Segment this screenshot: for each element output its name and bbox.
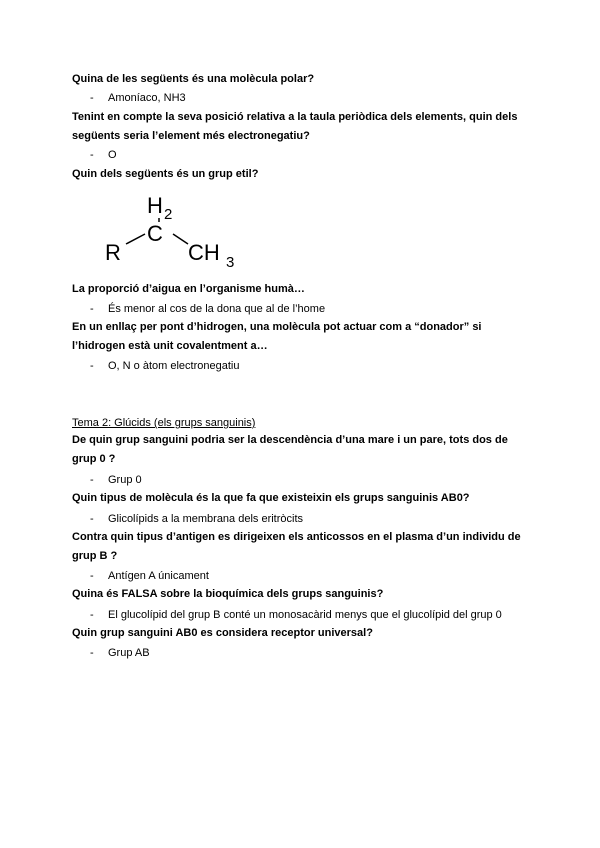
list-marker: - — [90, 570, 94, 582]
list-marker: - — [90, 609, 94, 621]
question-ethyl-group: Quin dels següents és un grup etil? — [72, 168, 259, 180]
list-marker: - — [90, 647, 94, 659]
question-electronegative-line2: següents seria l’element més electronegatiu? — [72, 130, 310, 142]
ethyl-group-structure — [100, 188, 260, 272]
answer-universal-receptor — [90, 646, 150, 660]
question-electronegative-line1: Tenint en compte la seva posició relativa a la taula periòdica dels elements, quin dels — [72, 111, 518, 123]
answer-text: O, N o àtom electronegatiu — [108, 360, 240, 372]
answer-electronegative — [90, 148, 117, 162]
question-antibodies-line2: grup B ? — [72, 550, 118, 562]
molecule-ch3-label: CH — [188, 240, 220, 265]
list-marker: - — [90, 149, 94, 161]
answer-text: Antígen A únicament — [108, 570, 209, 582]
answer-water-proportion — [90, 302, 325, 316]
list-marker: - — [90, 360, 94, 372]
molecule-c-label: C — [147, 221, 163, 246]
answer-text: Glicolípids a la membrana dels eritròcits — [108, 513, 304, 525]
answer-text: Grup AB — [108, 647, 150, 659]
question-hydrogen-bond-line1: En un enllaç per pont d’hidrogen, una molècula pot actuar com a “donador” si — [72, 321, 482, 333]
molecule-r-label: R — [105, 240, 121, 265]
bond-r-c — [126, 234, 145, 244]
list-marker: - — [90, 303, 94, 315]
molecule-h2-label: H — [147, 193, 163, 218]
question-offspring-line1: De quin grup sanguini podria ser la descendència d’una mare i un pare, tots dos de — [72, 434, 508, 446]
question-universal-receptor: Quin grup sanguini AB0 es considera receptor universal? — [72, 627, 373, 639]
answer-offspring — [90, 473, 142, 487]
list-marker: - — [90, 474, 94, 486]
answer-text: El glucolípid del grup B conté un monosacàrid menys que el glucolípid del grup 0 — [108, 609, 502, 621]
molecule-h2-subscript: 2 — [164, 206, 173, 223]
question-molecule-type: Quin tipus de molècula és la que fa que existeixin els grups sanguinis AB0? — [72, 492, 470, 504]
answer-hydrogen-bond — [90, 359, 239, 373]
question-water-proportion: La proporció d’aigua en l’organisme humà… — [72, 283, 305, 295]
answer-false-statement — [90, 608, 502, 622]
question-offspring-line2: grup 0 ? — [72, 453, 116, 465]
answer-text: Amoníaco, NH3 — [108, 92, 186, 104]
question-false-statement: Quina és FALSA sobre la bioquímica dels grups sanguinis? — [72, 588, 384, 600]
section-heading: Tema 2: Glúcids (els grups sanguinis) — [72, 417, 256, 429]
question-hydrogen-bond-line2: l’hidrogen està unit covalentment a… — [72, 340, 268, 352]
answer-text: O — [108, 149, 117, 161]
answer-antibodies — [90, 569, 209, 583]
molecule-ch3-subscript: 3 — [226, 254, 235, 271]
answer-text: Grup 0 — [108, 474, 142, 486]
answer-text: És menor al cos de la dona que al de l’home — [108, 303, 326, 315]
list-marker: - — [90, 513, 94, 525]
question-antibodies-line1: Contra quin tipus d’antigen es dirigeixen els anticossos en el plasma d’un individu de — [72, 531, 521, 543]
answer-molecule-type — [90, 512, 303, 526]
question-polar-molecule: Quina de les següents és una molècula polar? — [72, 73, 315, 85]
list-marker: - — [90, 92, 94, 104]
bond-c-ch3 — [173, 234, 188, 244]
answer-polar-molecule — [90, 91, 186, 105]
